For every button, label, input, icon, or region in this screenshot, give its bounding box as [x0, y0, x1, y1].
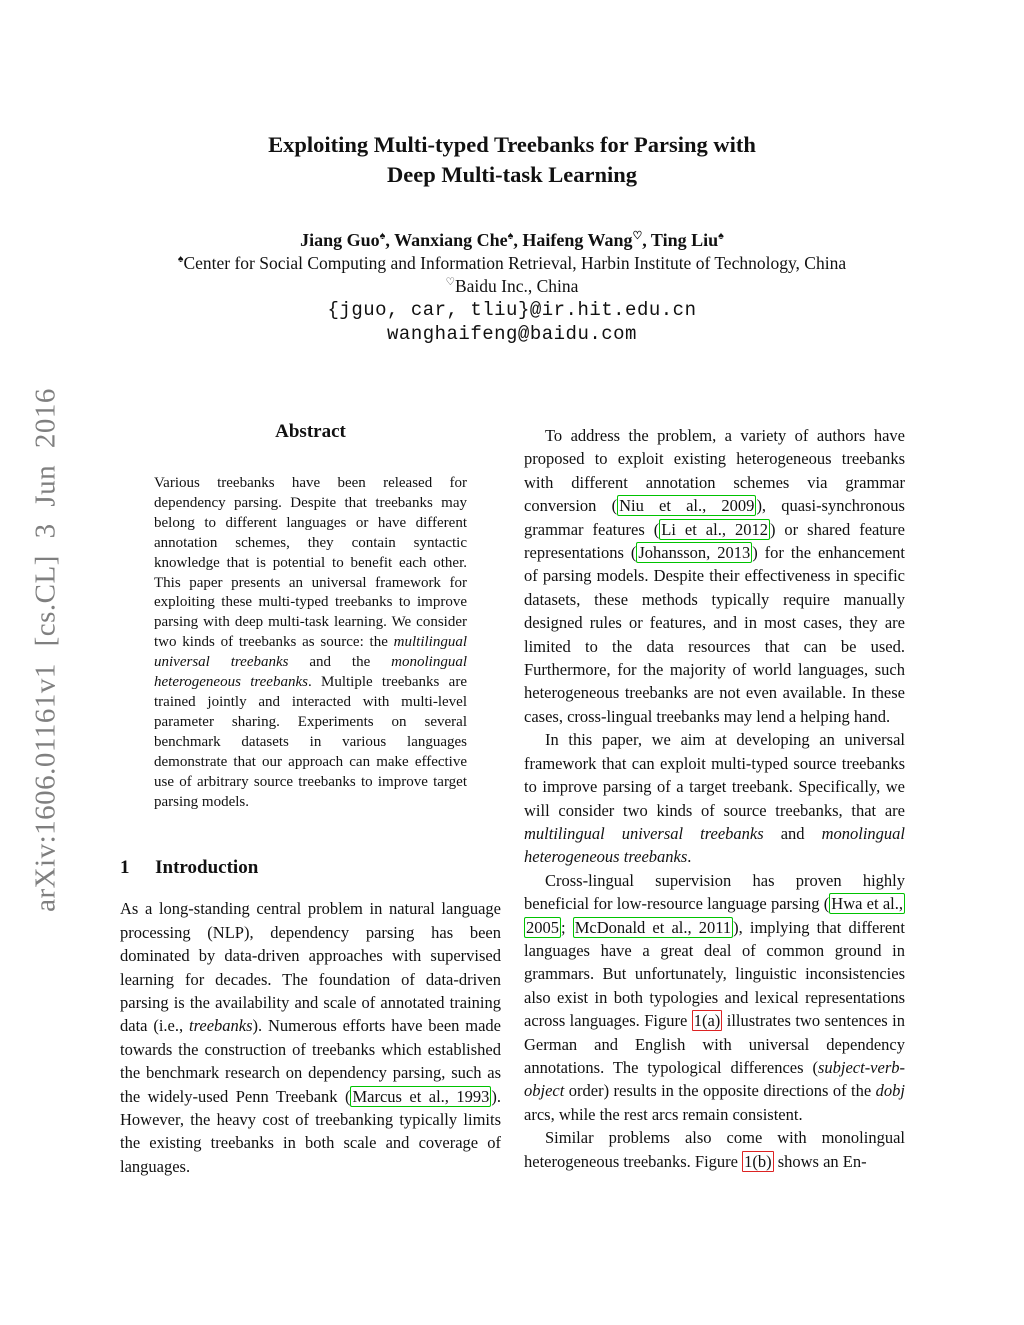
text-run: . — [687, 847, 692, 867]
text-run: order) results in the opposite directions of the — [564, 1081, 876, 1101]
text-run: , Wanxiang Che — [385, 230, 508, 250]
text-run: . Multiple treebanks are trained jointly and interacted with multi-level parameter sharing. Experiments on several benchmark datasets in various languages demonstrate that our approach can make effective use of arbitrary source treebanks to improve target parsing models. — [154, 674, 467, 810]
text-run: , Haifeng Wang — [513, 230, 633, 250]
figure-ref-link[interactable]: 1(b) — [744, 1151, 772, 1171]
text-run: Similar problems also come with monolingual heterogeneous treebanks. Figure — [524, 1128, 905, 1171]
citation-link[interactable]: Li et al., 2012 — [661, 519, 768, 539]
italic-text: multilingual universal treebanks — [154, 634, 467, 671]
text-run: , Ting Liu — [642, 230, 719, 250]
text-run: and the — [288, 654, 392, 671]
affiliation-marker-icon: ♠ — [507, 230, 514, 242]
author-block — [0, 228, 1024, 346]
body-paragraph-1 — [524, 424, 905, 728]
text-run: ) or shared feature representations ( — [524, 519, 905, 563]
abstract-paragraph — [154, 474, 467, 812]
citation-link[interactable]: Johansson, 2013 — [638, 543, 751, 563]
paper-title-line1: Exploiting Multi-typed Treebanks for Parsing with — [268, 132, 756, 157]
text-run: illustrates two sentences in German and English with universal dependency annotations. The typological differences ( — [524, 1011, 905, 1077]
citation-link[interactable]: McDonald et al., 2011 — [574, 917, 732, 937]
text-run: Baidu Inc., China — [454, 276, 579, 296]
italic-text: treebanks — [188, 1016, 253, 1036]
affiliation-line-2 — [0, 275, 1024, 298]
italic-text: multilingual universal treebanks — [524, 823, 764, 843]
text-run: Cross-lingual supervision has proven highly beneficial for low-resource language parsing ( — [524, 870, 905, 914]
body-paragraph-3 — [524, 869, 905, 1126]
affiliation-marker-icon: ♠ — [177, 254, 184, 266]
text-run: ), implying that different languages have a great deal of common ground in grammars. But unfortunately, linguistic inconsistencies also exist in both typologies and lexical representations across languages. Figure — [524, 917, 905, 1031]
email-line-1: {jguo, car, tliu}@ir.hit.edu.cn — [327, 299, 697, 321]
paper-title-line2: Deep Multi-task Learning — [387, 162, 637, 187]
arxiv-watermark: arXiv:1606.01161v1 [cs.CL] 3 Jun 2016 — [29, 388, 62, 912]
text-run: ), quasi-synchronous grammar features ( — [524, 496, 905, 539]
text-run: ) for the enhancement of parsing models. Despite their effectiveness in specific datasets, these methods typically require manually designed rules or features, and in most cases, they are limited to the data resources that can be used. Furthermore, for the majority of world languages, such heterogeneous treebanks are not even available. In these cases, cross-lingual treebanks may lend a helping hand. — [524, 543, 905, 726]
figure-ref-link[interactable]: 1(a) — [693, 1011, 721, 1031]
text-run: To address the problem, a variety of authors have proposed to exploit existing heterogeneous treebanks with different annotation schemes via grammar conversion ( — [524, 426, 905, 516]
text-run: arcs, while the rest arcs remain consistent. — [524, 1104, 803, 1124]
right-column — [524, 424, 905, 1173]
authors-line — [0, 228, 1024, 252]
italic-text: dobj — [875, 1081, 905, 1101]
text-run: Various treebanks have been released for dependency parsing. Despite that treebanks may belong to different languages or have different annotation schemes, they contain syntactic knowledge that is potential to benefit each other. This paper presents an universal framework for exploiting these multi-typed treebanks to improve parsing with deep multi-task learning. We consider two kinds of treebanks as source: the — [154, 475, 467, 651]
text-run: Center for Social Computing and Information Retrieval, Harbin Institute of Technology, China — [183, 253, 847, 273]
body-paragraph-2 — [524, 728, 905, 868]
intro-paragraph-1 — [120, 897, 501, 1178]
paper-title — [0, 130, 1024, 190]
affiliation-marker-icon: ♠ — [718, 230, 724, 242]
text-run: Jiang Guo — [300, 230, 380, 250]
citation-link[interactable]: Hwa et al., 2005 — [526, 894, 903, 937]
body-paragraph-4 — [524, 1126, 905, 1173]
affiliation-marker-icon: ♡ — [632, 230, 643, 242]
section-number: 1 — [120, 857, 130, 879]
email-line-2: wanghaifeng@baidu.com — [387, 323, 637, 345]
abstract-heading: Abstract — [275, 421, 346, 442]
affiliation-line-1 — [0, 252, 1024, 275]
affiliation-marker-icon: ♡ — [445, 277, 455, 289]
text-run: ; — [561, 917, 573, 937]
text-run: ). However, the heavy cost of treebanking typically limits the existing treebanks in both scale and coverage of languages. — [120, 1086, 501, 1176]
citation-link[interactable]: Niu et al., 2009 — [619, 496, 755, 516]
italic-text: monolingual heterogeneous treebanks — [524, 823, 905, 867]
text-run: ). Numerous efforts have been made towards the construction of treebanks which established the benchmark research on dependency parsing, such as the widely-used Penn Treebank ( — [120, 1016, 501, 1106]
left-column — [120, 420, 501, 1178]
citation-link[interactable]: Marcus et al., 1993 — [352, 1086, 490, 1106]
text-run: In this paper, we aim at developing an universal framework that can exploit multi-typed source treebanks to improve parsing of a target treebank. Specifically, we will consider two kinds of source treebanks, that are — [524, 730, 905, 820]
italic-text: subject-verb-object — [524, 1057, 905, 1101]
text-run: and — [763, 823, 822, 843]
section-title: Introduction — [155, 857, 259, 879]
text-run: As a long-standing central problem in natural language processing (NLP), dependency parsing has been dominated by data-driven approaches with supervised learning for decades. The foundation of data-driven parsing is the availability and scale of annotated training data (i.e., — [120, 899, 501, 1036]
italic-text: monolingual heterogeneous treebanks — [154, 654, 467, 691]
section-heading-introduction — [120, 856, 501, 880]
affiliation-marker-icon: ♠ — [379, 230, 386, 242]
text-run: shows an En- — [773, 1151, 867, 1171]
